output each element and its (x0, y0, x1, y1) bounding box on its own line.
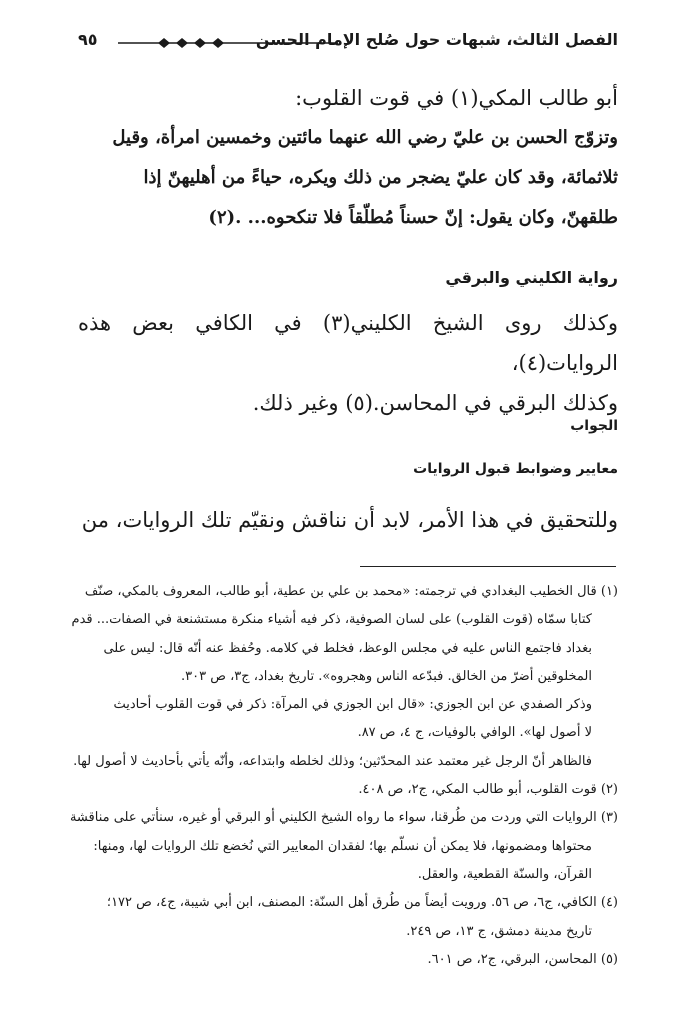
footnote-line: (٢) قوت القلوب، أبو طالب المكي، ج٢، ص ٤٠٨. (358, 782, 618, 798)
footnote-line: القرآن، والسنّة القطعية، والعقل. (417, 866, 592, 882)
section-heading: رواية الكليني والبرقي (445, 268, 618, 287)
ornament-divider (118, 36, 338, 50)
footnote-line: لا أصول لها». الوافي بالوفيات، ج ٤، ص ٨٧. (357, 725, 592, 741)
footnote-line: وذكر الصفدي عن ابن الجوزي: «قال ابن الجوزي في المرآة: ذكر في قوت القلوب أحاديث (113, 697, 592, 713)
paragraph-three: وللتحقيق في هذا الأمر، لابد أن نناقش ونقيّم تلك الروايات، من (81, 508, 618, 532)
footnote-line: المخلوقين أضرّ من الخالق. فبدّعه الناس وهجروه». تاريخ بغداد، ج٣، ص ٣٠٣. (181, 668, 592, 684)
running-title: الفصل الثالث، شبهات حول صُلح الإمام الحسن (255, 30, 618, 49)
footnote-line: كتابا سمّاه (قوت القلوب) على لسان الصوفية، ذكر فيه أشياء منكرة مستشنعة في الصفات... قدم (71, 612, 592, 628)
footnote-line: (٣) الروايات التي وردت من طُرقنا، سواء ما رواه الشيخ الكليني أو البرقي أو غيره، سنأتي على مناقشة (69, 810, 618, 826)
paragraph-line: وكذلك البرقي في المحاسن.(٥) وغير ذلك. (252, 391, 618, 415)
footnote-line: بغداد فاجتمع الناس عليه في مجلس الوعظ، فخلط في كلامه. وحُفظ عنه أنّه قال: ليس على (103, 640, 592, 656)
criteria-heading: معايير وضوابط قبول الروايات (413, 461, 618, 477)
quote-block (78, 118, 618, 238)
paragraph-line: وكذلك روى الشيخ الكليني(٣) في الكافي بعض هذه الروايات(٤)، (78, 311, 619, 375)
footnote-line: فالظاهر أنّ الرجل غير معتمد عند المحدّثين؛ وذلك لخلطه وابتداعه، وأنّه يأتي بأحاديث لا أصول لها. (73, 753, 592, 769)
footnote-line: تاريخ مدينة دمشق، ج ١٣، ص ٢٤٩. (406, 923, 592, 939)
footnote-line: (٥) المحاسن، البرقي، ج٢، ص ٦٠١. (427, 951, 618, 967)
quote-line: ثلاثمائة، وقد كان عليّ يضجر من ذلك ويكره، حياءً من أهليهنّ إذا (143, 167, 618, 188)
quote-line: وتزوّج الحسن بن عليّ رضي الله عنهما مائتين وخمسين امرأة، وقيل (112, 127, 618, 148)
footnote-line: (١) قال الخطيب البغدادي في ترجمته: «محمد بن علي بن عطية، أبو طالب، المعروف بالمكي، صنّف (84, 584, 618, 599)
paragraph-two (78, 303, 618, 423)
page-number: ٩٥ (78, 30, 98, 49)
page-header (78, 30, 618, 60)
quote-line: طلقهنّ، وكان يقول: إنّ حسناً مُطلّقاً فلا تنكحوه... .(٢) (208, 207, 618, 228)
answer-heading: الجواب (570, 418, 618, 434)
footnote-line: محتواها ومضمونها، فلا يمكن أن نسلّم بها؛ لفقدان المعايير التي نُخضع تلك الروايات لها، ومنها: (93, 838, 592, 854)
footnotes (68, 578, 618, 974)
footnote-line: (٤) الكافي، ج٦، ص ٥٦. ورويت أيضاً من طُرق أهل السنّة: المصنف، ابن أبي شيبة، ج٤، ص ١٧٢؛ (106, 895, 618, 911)
intro-line: أبو طالب المكي(١) في قوت القلوب: (295, 86, 618, 110)
footnote-separator (360, 566, 616, 567)
